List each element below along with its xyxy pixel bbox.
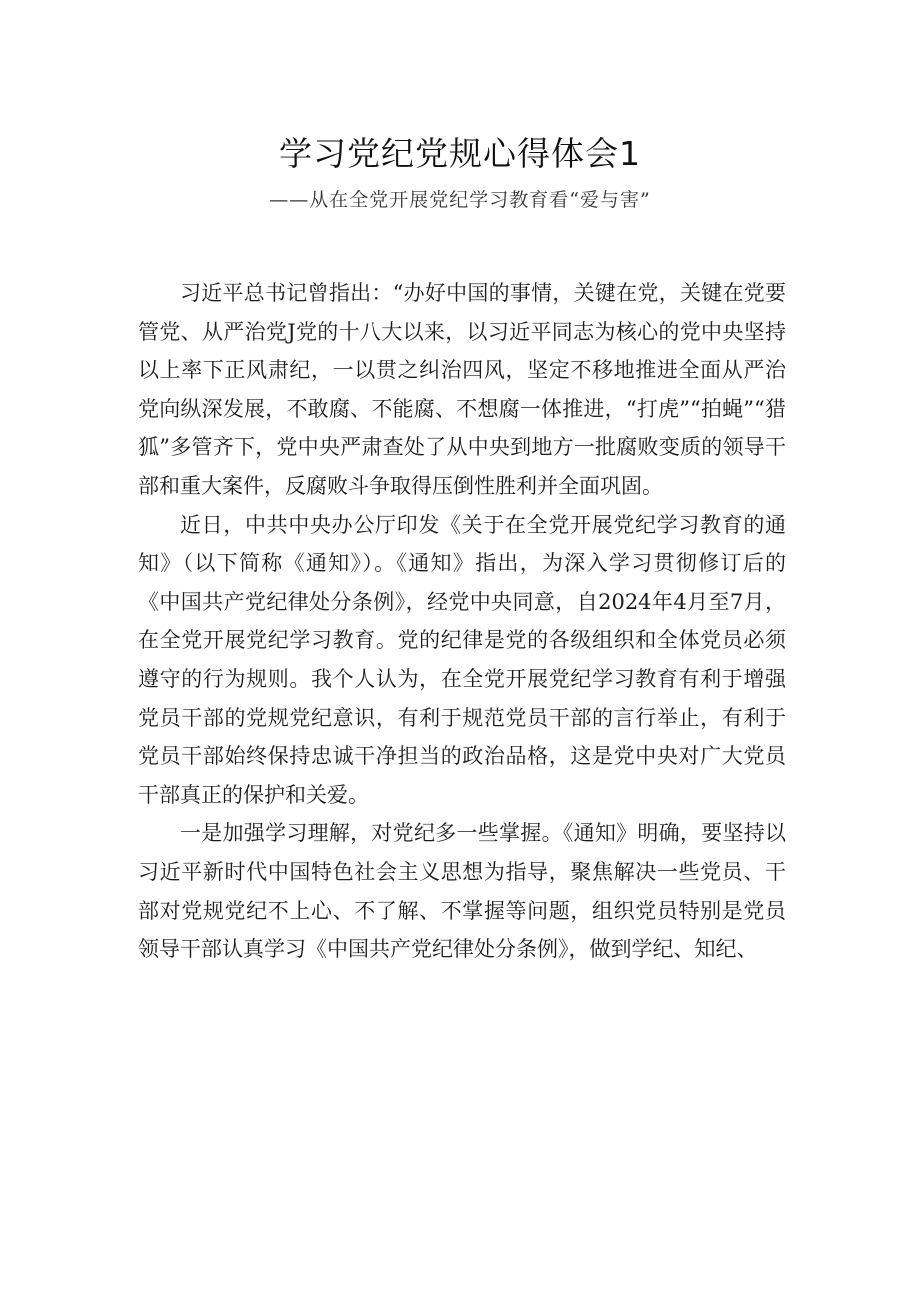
paragraph-2: 近日，中共中央办公厅印发《关于在全党开展党纪学习教育的通知》（以下简称《通知》）。《通知》指出，为深入学习贯彻修订后的《中国共产党纪律处分条例》，经党中央同意，自2024年4月至7月，在全党开展党纪学习教育。党的纪律是党的各级组织和全体党员必须遵守的行为规则。我个人认为，在全党开展党纪学习教育有利于增强党员干部的党规党纪意识，有利于规范党员干部的言行举止，有利于党员干部始终保持忠诚干净担当的政治品格，这是党中央对广大党员干部真正的保护和关爱。	[138, 512, 786, 807]
paragraph-3: 一是加强学习理解，对党纪多一些掌握。《通知》明确，要坚持以习近平新时代中国特色社会主义思想为指导，聚焦解决一些党员、干部对党规党纪不上心、不了解、不掌握等问题，组织党员特别是党员领导干部认真学习《中国共产党纪律处分条例》，做到学纪、知纪、	[138, 821, 786, 962]
document-title: 学习党纪党规心得体会1	[279, 134, 641, 173]
document-body	[138, 274, 786, 969]
document-subtitle: ——从在全党开展党纪学习教育看“爱与害”	[269, 189, 651, 211]
paragraph-1: 习近平总书记曾指出：“办好中国的事情，关键在党，关键在党要管党、从严治党J党的十八大以来，以习近平同志为核心的党中央坚持以上率下正风肃纪，一以贯之纠治四风，坚定不移地推进全面从严治党向纵深发展，不敢腐、不能腐、不想腐一体推进，“打虎”“拍蝇”“猎狐”多管齐下，党中央严肃查处了从中央到地方一批腐败变质的领导干部和重大案件，反腐败斗争取得压倒性胜利并全面巩固。	[138, 281, 786, 498]
